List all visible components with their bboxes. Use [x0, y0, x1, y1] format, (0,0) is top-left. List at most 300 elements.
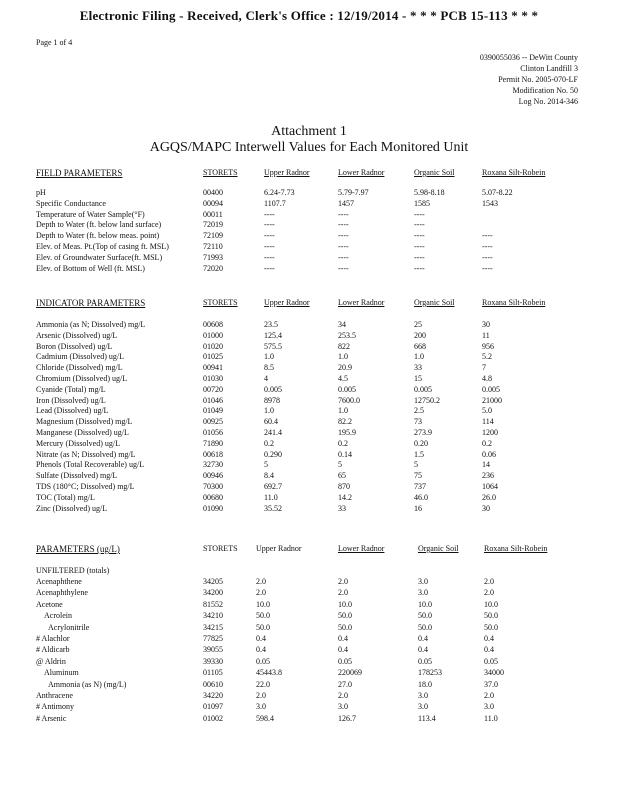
cell-value: 34215 [203, 622, 223, 632]
cell-value: 01090 [203, 503, 223, 513]
cell-value: 00618 [203, 449, 223, 459]
cell-value: 50.0 [484, 611, 498, 621]
cell-value: 2.0 [256, 691, 266, 700]
cell-value: 0.05 [338, 656, 352, 666]
cell-value: 01030 [203, 374, 223, 383]
filing-stamp: Electronic Filing - Received, Clerk's Office : 12/19/2014 - * * * PCB 15-113 * * * [79, 8, 539, 23]
cell-value: 1.0 [264, 352, 274, 362]
row-label: Ammonia (as N; Dissolved) mg/L [36, 320, 146, 329]
cell-value: 12750.2 [414, 395, 440, 405]
cell-value: 72019 [203, 220, 223, 230]
cell-value: 4.8 [482, 374, 492, 383]
subheading: UNFILTERED (totals) [36, 566, 110, 575]
cell-value: 10.0 [338, 599, 352, 609]
cell-value: 0.005 [338, 384, 356, 394]
cell-value: ---- [482, 231, 493, 241]
cell-value: 4 [264, 374, 268, 383]
cell-value: 1543 [482, 198, 498, 208]
cell-value: 598.4 [256, 713, 274, 723]
table-row [0, 634, 618, 645]
table-row [0, 231, 618, 242]
cell-value: 11 [482, 330, 490, 340]
cell-value: 5 [338, 460, 342, 470]
table-row [0, 352, 618, 363]
cell-value: 8.5 [264, 363, 274, 373]
cell-value: 50.0 [256, 611, 270, 621]
cell-value: 50.0 [338, 622, 352, 632]
cell-value: 0.4 [338, 634, 348, 643]
cell-value: 82.2 [338, 417, 352, 427]
column-header: Upper Radnor [264, 298, 310, 307]
cell-value: 5.79-7.97 [338, 188, 369, 197]
cell-value: 01046 [203, 395, 223, 405]
cell-value: 34220 [203, 691, 223, 700]
cell-value: 1200 [482, 428, 498, 437]
cell-value: ---- [414, 220, 425, 230]
row-label: Anthracene [36, 691, 73, 700]
table-row [0, 482, 618, 493]
row-label: Lead (Dissolved) ug/L [36, 406, 109, 416]
cell-value: 2.0 [256, 588, 266, 598]
cell-value: 1.5 [414, 449, 424, 459]
meta-line: 0390055036 -- DeWitt County [479, 53, 578, 62]
cell-value: 81552 [203, 599, 223, 609]
cell-value: 0.4 [256, 634, 266, 643]
row-label: Acrolein [44, 611, 72, 621]
cell-value: ---- [338, 231, 349, 241]
row-label: # Alachlor [36, 634, 70, 643]
cell-value: 0.05 [256, 656, 270, 666]
cell-value: 20.9 [338, 363, 352, 373]
cell-value: 25 [414, 320, 422, 329]
cell-value: 22.0 [256, 679, 270, 689]
cell-value: 33 [414, 363, 422, 373]
cell-value: 5.0 [482, 406, 492, 416]
cell-value: 01020 [203, 341, 223, 351]
table-row [0, 385, 618, 396]
cell-value: 50.0 [256, 622, 270, 632]
table-row [0, 577, 618, 588]
cell-value: 00941 [203, 363, 223, 373]
cell-value: 8978 [264, 395, 280, 405]
cell-value: 0.2 [338, 438, 348, 448]
cell-value: 71993 [203, 252, 223, 262]
table-row [0, 471, 618, 482]
cell-value: 01000 [203, 330, 223, 340]
cell-value: 3.0 [256, 702, 266, 712]
indicator-header-row [0, 298, 618, 309]
cell-value: 01097 [203, 702, 223, 712]
cell-value: 65 [338, 471, 346, 481]
cell-value: 6.24-7.73 [264, 188, 295, 197]
cell-value: 241.4 [264, 428, 282, 437]
cell-value: 3.0 [418, 588, 428, 598]
cell-value: 0.4 [256, 645, 266, 655]
table-row [0, 242, 618, 253]
cell-value: 11.0 [264, 492, 278, 502]
row-label: pH [36, 188, 46, 197]
row-label: Acenaphthylene [36, 588, 88, 598]
cell-value: ---- [414, 263, 425, 273]
cell-value: 0.05 [418, 656, 432, 666]
cell-value: ---- [338, 252, 349, 262]
cell-value: 114 [482, 417, 494, 427]
cell-value: ---- [264, 231, 275, 241]
row-label: Arsenic (Dissolved) ug/L [36, 330, 118, 340]
table-row [0, 680, 618, 691]
meta-line: Modification No. 50 [512, 86, 578, 95]
cell-value: 220069 [338, 668, 362, 678]
meta-line: Clinton Landfill 3 [520, 64, 578, 73]
row-label: # Arsenic [36, 713, 67, 723]
cell-value: 668 [414, 341, 426, 351]
cell-value: ---- [338, 242, 349, 251]
cell-value: ---- [414, 231, 425, 241]
table-row [0, 220, 618, 231]
cell-value: 1585 [414, 198, 430, 208]
table-row [0, 264, 618, 275]
table-row [0, 504, 618, 515]
table-row [0, 439, 618, 450]
cell-value: 5 [264, 460, 268, 470]
cell-value: 2.0 [338, 588, 348, 598]
table-row [0, 600, 618, 611]
section-heading: PARAMETERS (ug/L) [36, 544, 120, 554]
cell-value: 956 [482, 341, 494, 351]
cell-value: 2.0 [338, 577, 348, 586]
cell-value: 5.07-8.22 [482, 188, 513, 197]
cell-value: 00680 [203, 492, 223, 502]
table-row [0, 714, 618, 725]
cell-value: 50.0 [418, 622, 432, 632]
table-row [0, 657, 618, 668]
cell-value: 2.5 [414, 406, 424, 416]
cell-value: ---- [482, 242, 493, 251]
cell-value: 75 [414, 471, 422, 481]
row-label: # Antimony [36, 702, 75, 712]
table-row [0, 417, 618, 428]
cell-value: 575.5 [264, 341, 282, 351]
meta-line: Permit No. 2005-070-LF [498, 75, 578, 84]
cell-value: 72020 [203, 263, 223, 273]
cell-value: 692.7 [264, 482, 282, 491]
cell-value: 35.52 [264, 503, 282, 513]
cell-value: 0.4 [418, 634, 428, 643]
table-row [0, 320, 618, 331]
row-label: Acrylonitrile [48, 622, 90, 632]
table-row [0, 428, 618, 439]
cell-value: 0.4 [484, 645, 494, 655]
cell-value: 39330 [203, 656, 223, 666]
cell-value: ---- [414, 252, 425, 262]
table-row [0, 374, 618, 385]
cell-value: 3.0 [484, 702, 494, 712]
cell-value: 0.4 [338, 645, 348, 655]
cell-value: 0.06 [482, 449, 496, 459]
cell-value: ---- [264, 252, 275, 262]
cell-value: 0.2 [264, 438, 274, 448]
row-label: Mercury (Dissolved) ug/L [36, 438, 120, 448]
cell-value: 737 [414, 482, 426, 491]
cell-value: 178253 [418, 668, 442, 678]
column-header: STORETS [203, 544, 238, 553]
cell-value: 0.005 [414, 384, 432, 394]
document-title: AGQS/MAPC Interwell Values for Each Monitored Unit [149, 140, 469, 155]
cell-value: 11.0 [484, 713, 498, 723]
cell-value: 71890 [203, 438, 223, 448]
cell-value: 3.0 [418, 691, 428, 700]
cell-value: 01105 [203, 668, 223, 678]
row-label: Boron (Dissolved) ug/L [36, 341, 113, 351]
row-label: Cyanide (Total) mg/L [36, 384, 106, 394]
cell-value: 39055 [203, 645, 223, 655]
table-row [0, 668, 618, 679]
row-label: Ammonia (as N) (mg/L) [48, 679, 127, 689]
cell-value: 21000 [482, 395, 502, 405]
cell-value: 70300 [203, 482, 223, 491]
cell-value: 73 [414, 417, 422, 427]
cell-value: 273.9 [414, 428, 432, 437]
cell-value: 10.0 [484, 599, 498, 609]
row-label: Sulfate (Dissolved) mg/L [36, 471, 118, 481]
cell-value: 5.98-8.18 [414, 188, 445, 197]
row-label: Phenols (Total Recoverable) ug/L [36, 460, 145, 470]
cell-value: 0.14 [338, 449, 352, 459]
cell-value: 34205 [203, 577, 223, 586]
cell-value: 0.4 [484, 634, 494, 643]
cell-value: 50.0 [338, 611, 352, 621]
cell-value: 3.0 [418, 702, 428, 712]
cell-value: 50.0 [418, 611, 432, 621]
cell-value: 30 [482, 503, 490, 513]
table-row [0, 702, 618, 713]
cell-value: 10.0 [418, 599, 432, 609]
table-row [0, 450, 618, 461]
table-row [0, 611, 618, 622]
cell-value: 1064 [482, 482, 498, 491]
row-label: Elev. of Meas. Pt.(Top of casing ft. MSL) [36, 242, 169, 251]
cell-value: 00720 [203, 384, 223, 394]
cell-value: 00610 [203, 679, 223, 689]
column-header: Organic Soil [418, 544, 459, 553]
cell-value: 26.0 [482, 492, 496, 502]
table-row [0, 188, 618, 199]
table-row [0, 253, 618, 264]
cell-value: 00011 [203, 209, 223, 219]
column-header: Roxana Silt-Robein [482, 298, 546, 307]
cell-value: 01002 [203, 713, 223, 723]
cell-value: ---- [338, 220, 349, 230]
cell-value: 77825 [203, 634, 223, 643]
page-number: Page 1 of 4 [36, 38, 73, 47]
table-row [0, 363, 618, 374]
column-header: Lower Radnor [338, 298, 385, 307]
cell-value: 113.4 [418, 713, 436, 723]
cell-value: 50.0 [484, 622, 498, 632]
cell-value: 23.5 [264, 320, 278, 329]
cell-value: 3.0 [418, 577, 428, 586]
cell-value: 1.0 [338, 406, 348, 416]
cell-value: ---- [264, 263, 275, 273]
cell-value: 126.7 [338, 713, 356, 723]
cell-value: 7600.0 [338, 395, 360, 405]
cell-value: ---- [264, 220, 275, 230]
cell-value: 195.9 [338, 428, 356, 437]
cell-value: 00094 [203, 198, 223, 208]
cell-value: 34210 [203, 611, 223, 621]
cell-value: 32730 [203, 460, 223, 470]
row-label: TOC (Total) mg/L [36, 492, 95, 502]
cell-value: 34000 [484, 668, 504, 678]
cell-value: 2.0 [256, 577, 266, 586]
cell-value: 1107.7 [264, 198, 286, 208]
cell-value: 27.0 [338, 679, 352, 689]
row-label: Magnesium (Dissolved) mg/L [36, 417, 133, 427]
cell-value: 01049 [203, 406, 223, 416]
cell-value: ---- [482, 263, 493, 273]
row-label: Depth to Water (ft. below land surface) [36, 220, 162, 230]
row-label: Acetone [36, 599, 63, 609]
cell-value: 8.4 [264, 471, 274, 481]
field-header-row [0, 168, 618, 179]
cell-value: 37.0 [484, 679, 498, 689]
table-row [0, 623, 618, 634]
row-label: Aluminum [44, 668, 79, 678]
cell-value: 7 [482, 363, 486, 373]
cell-value: 2.0 [338, 691, 348, 700]
column-header: Roxana Silt-Robein [482, 168, 546, 177]
cell-value: 46.0 [414, 492, 428, 502]
cell-value: 10.0 [256, 599, 270, 609]
table-row [0, 493, 618, 504]
column-header: Organic Soil [414, 298, 455, 307]
cell-value: 00608 [203, 320, 223, 329]
cell-value: 01056 [203, 428, 223, 437]
cell-value: 1.0 [264, 406, 274, 416]
cell-value: 16 [414, 503, 422, 513]
column-header: Lower Radnor [338, 544, 385, 553]
column-header: Upper Radnor [264, 168, 310, 177]
cell-value: 18.0 [418, 679, 432, 689]
cell-value: ---- [264, 209, 275, 219]
table-row [0, 588, 618, 599]
cell-value: 33 [338, 503, 346, 513]
cell-value: 2.0 [484, 588, 494, 598]
cell-value: 15 [414, 374, 422, 383]
cell-value: 72109 [203, 231, 223, 241]
table-row [0, 331, 618, 342]
row-label: # Aldicarb [36, 645, 70, 655]
column-header: STORETS [203, 168, 238, 177]
section-heading: INDICATOR PARAMETERS [36, 298, 146, 308]
table-row [0, 342, 618, 353]
cell-value: 01025 [203, 352, 223, 362]
cell-value: ---- [414, 242, 425, 251]
cell-value: 14 [482, 460, 490, 470]
row-label: Elev. of Bottom of Well (ft. MSL) [36, 263, 145, 273]
cell-value: 2.0 [484, 577, 494, 586]
row-label: Elev. of Groundwater Surface(ft. MSL) [36, 252, 163, 262]
table-row [0, 691, 618, 702]
unfiltered-subheader-row [0, 566, 618, 577]
cell-value: 72110 [203, 242, 223, 251]
section-heading: FIELD PARAMETERS [36, 168, 123, 178]
cell-value: 30 [482, 320, 490, 329]
cell-value: 0.2 [482, 438, 492, 448]
cell-value: 00946 [203, 471, 223, 481]
cell-value: 4.5 [338, 374, 348, 383]
cell-value: 822 [338, 341, 350, 351]
params-header-row [0, 544, 618, 555]
attachment-title: Attachment 1 [271, 124, 347, 139]
table-row [0, 210, 618, 221]
row-label: Chloride (Dissolved) mg/L [36, 363, 123, 373]
cell-value: 200 [414, 330, 426, 340]
row-label: Chromium (Dissolved) ug/L [36, 374, 128, 383]
cell-value: 0.005 [482, 384, 500, 394]
cell-value: 0.20 [414, 438, 428, 448]
table-row [0, 396, 618, 407]
cell-value: 236 [482, 471, 494, 481]
row-label: Temperature of Water Sample(°F) [36, 209, 145, 219]
cell-value: 3.0 [338, 702, 348, 712]
row-label: @ Aldrin [36, 656, 66, 666]
row-label: Zinc (Dissolved) ug/L [36, 503, 108, 513]
cell-value: 870 [338, 482, 350, 491]
cell-value: ---- [264, 242, 275, 251]
cell-value: 00400 [203, 188, 223, 197]
cell-value: 2.0 [484, 691, 494, 700]
cell-value: 1.0 [338, 352, 348, 362]
cell-value: 5.2 [482, 352, 492, 362]
column-header: Upper Radnor [256, 544, 302, 553]
row-label: Depth to Water (ft. below meas. point) [36, 231, 160, 241]
column-header: STORETS [203, 298, 238, 307]
table-row [0, 645, 618, 656]
cell-value: 0.05 [484, 656, 498, 666]
row-label: Specific Conductance [36, 198, 106, 208]
cell-value: 14.2 [338, 492, 352, 502]
cell-value: 00925 [203, 417, 223, 427]
cell-value: 1.0 [414, 352, 424, 362]
table-row [0, 460, 618, 471]
cell-value: 0.4 [418, 645, 428, 655]
cell-value: ---- [338, 263, 349, 273]
cell-value: 1457 [338, 198, 354, 208]
cell-value: 34 [338, 320, 346, 329]
row-label: Iron (Dissolved) ug/L [36, 395, 106, 405]
cell-value: ---- [338, 209, 349, 219]
column-header: Organic Soil [414, 168, 455, 177]
row-label: Cadmium (Dissolved) ug/L [36, 352, 124, 362]
table-row [0, 406, 618, 417]
cell-value: 34200 [203, 588, 223, 598]
column-header: Roxana Silt-Robein [484, 544, 548, 553]
cell-value: ---- [414, 209, 425, 219]
cell-value: 0.005 [264, 384, 282, 394]
cell-value: 45443.8 [256, 668, 282, 678]
row-label: Manganese (Dissolved) ug/L [36, 428, 129, 437]
cell-value: ---- [482, 252, 493, 262]
row-label: Nitrate (as N; Dissolved) mg/L [36, 449, 136, 459]
cell-value: 253.5 [338, 330, 356, 340]
row-label: Acenaphthene [36, 577, 82, 586]
cell-value: 125.4 [264, 330, 282, 340]
column-header: Lower Radnor [338, 168, 385, 177]
cell-value: 0.290 [264, 449, 282, 459]
row-label: TDS (180°C; Dissolved) mg/L [36, 482, 135, 491]
cell-value: 5 [414, 460, 418, 470]
